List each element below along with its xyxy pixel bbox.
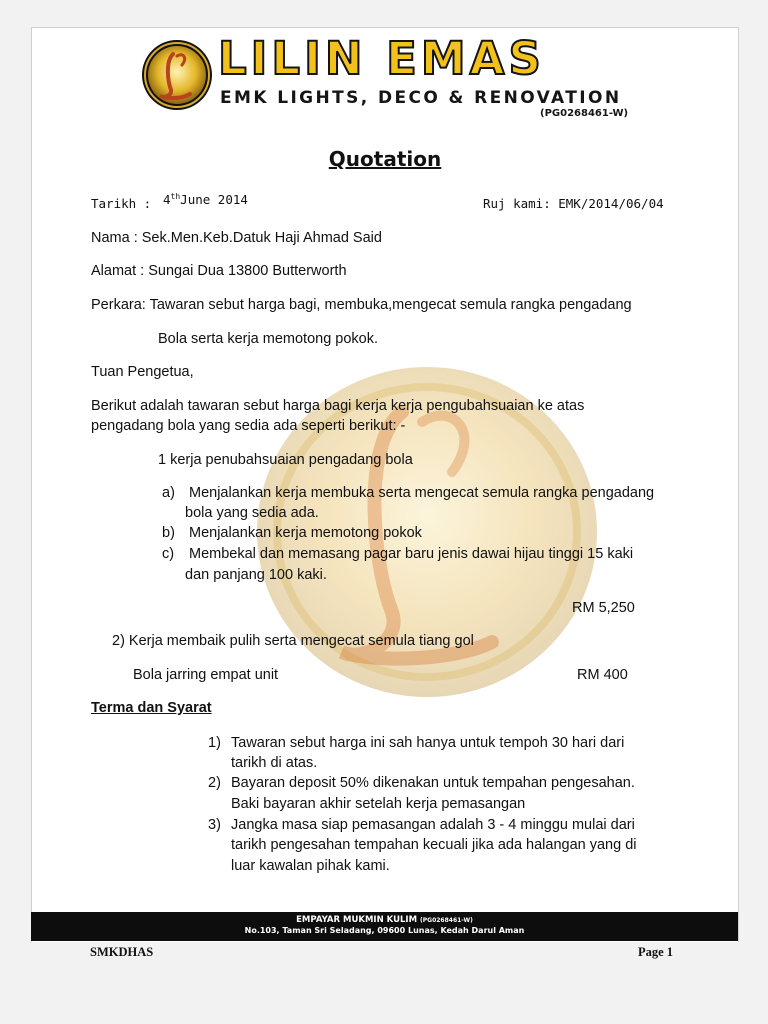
term-1-line-1: Tawaran sebut harga ini sah hanya untuk tempoh 30 hari dari bbox=[231, 735, 625, 751]
document-page bbox=[31, 27, 739, 942]
subject-line-1: Perkara: Tawaran sebut harga bagi, membuka,mengecat semula rangka pengadang bbox=[91, 297, 632, 313]
footer-bar bbox=[31, 912, 738, 941]
brand-registration: (PG0268461-W) bbox=[540, 108, 629, 119]
term-3-line-2: tarikh pengesahan tempahan kecuali jika ada halangan yang di bbox=[231, 837, 637, 853]
sub-item-c-label: c) bbox=[162, 546, 175, 562]
item-2-price: RM 400 bbox=[577, 667, 628, 683]
intro-line-1: Berikut adalah tawaran sebut harga bagi kerja kerja pengubahsuaian ke atas bbox=[91, 398, 585, 414]
document-title: Quotation bbox=[328, 147, 442, 171]
terms-heading: Terma dan Syarat bbox=[91, 700, 212, 716]
term-3-line-3: luar kawalan pihak kami. bbox=[231, 858, 390, 874]
term-2-number: 2) bbox=[208, 775, 221, 791]
date-day: 4 bbox=[163, 192, 171, 208]
recipient-address: Alamat : Sungai Dua 13800 Butterworth bbox=[91, 263, 347, 279]
term-1-line-2: tarikh di atas. bbox=[231, 755, 318, 771]
date-month-year: June 2014 bbox=[180, 192, 248, 208]
item-2-title: 2) Kerja membaik pulih serta mengecat semula tiang gol bbox=[112, 633, 474, 649]
recipient-name: Nama : Sek.Men.Keb.Datuk Haji Ahmad Said bbox=[91, 230, 382, 246]
item-1-title: 1 kerja penubahsuaian pengadang bola bbox=[158, 452, 413, 468]
date-ordinal: th bbox=[170, 192, 181, 201]
sub-item-c-line-1: Membekal dan memasang pagar baru jenis dawai hijau tinggi 15 kaki bbox=[189, 546, 634, 562]
term-3-line-1: Jangka masa siap pemasangan adalah 3 - 4 minggu mulai dari bbox=[231, 817, 635, 833]
term-3-number: 3) bbox=[208, 817, 221, 833]
page-number: Page 1 bbox=[638, 945, 674, 959]
term-2-line-1: Bayaran deposit 50% dikenakan untuk tempahan pengesahan. bbox=[231, 775, 635, 791]
item-2-description: Bola jarring empat unit bbox=[133, 667, 279, 683]
footer-company-reg: (PG0268461-W) bbox=[420, 917, 473, 924]
sub-item-a-line-2: bola yang sedia ada. bbox=[185, 505, 319, 521]
letterhead-logo bbox=[140, 32, 640, 119]
sub-item-b-label: b) bbox=[162, 525, 175, 541]
salutation: Tuan Pengetua, bbox=[91, 364, 194, 380]
footer-left-text: SMKDHAS bbox=[90, 945, 154, 959]
footer-company-name: EMPAYAR MUKMIN KULIM bbox=[296, 915, 418, 925]
sub-item-c-line-2: dan panjang 100 kaki. bbox=[185, 567, 327, 583]
brand-name: LILIN EMAS bbox=[218, 32, 545, 85]
date-label: Tarikh : bbox=[91, 196, 152, 211]
footer-company bbox=[31, 915, 738, 925]
reference-number: Ruj kami: EMK/2014/06/04 bbox=[483, 196, 664, 211]
sub-item-b-line-1: Menjalankan kerja memotong pokok bbox=[189, 525, 422, 541]
footer-address: No.103, Taman Sri Seladang, 09600 Lunas, Kedah Darul Aman bbox=[244, 926, 525, 935]
sub-item-a-line-1: Menjalankan kerja membuka serta mengecat semula rangka pengadang bbox=[189, 485, 655, 501]
intro-line-2: pengadang bola yang sedia ada seperti berikut: - bbox=[91, 418, 406, 434]
item-1-price: RM 5,250 bbox=[572, 600, 635, 616]
term-1-number: 1) bbox=[208, 735, 221, 751]
lilin-emas-emblem-icon bbox=[140, 38, 214, 112]
date-value bbox=[163, 192, 248, 207]
sub-item-a-label: a) bbox=[162, 485, 175, 501]
brand-tagline: EMK LIGHTS, DECO & RENOVATION bbox=[220, 88, 622, 108]
subject-line-2: Bola serta kerja memotong pokok. bbox=[158, 331, 379, 347]
term-2-line-2: Baki bayaran akhir setelah kerja pemasangan bbox=[231, 796, 526, 812]
